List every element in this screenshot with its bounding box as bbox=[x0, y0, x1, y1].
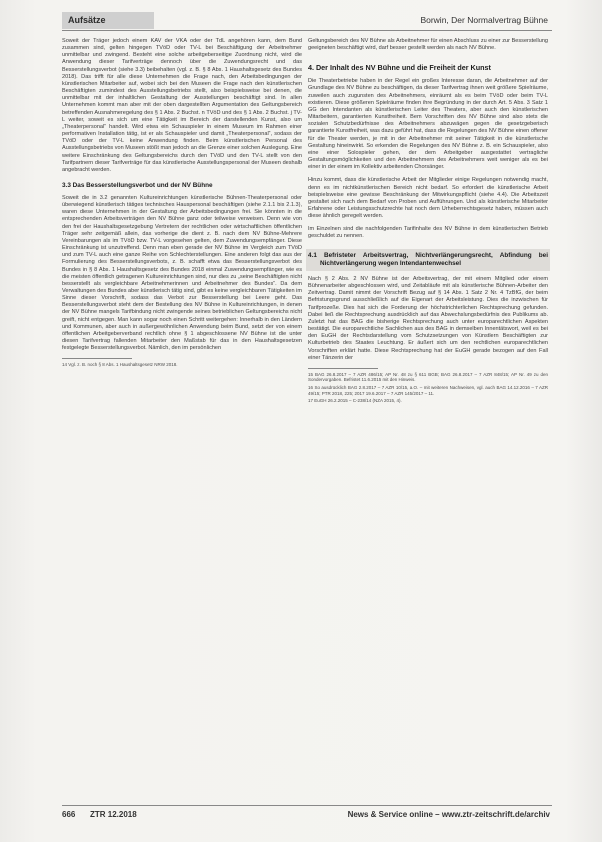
paragraph: Nach § 2 Abs. 2 NV Bühne ist der Arbeitsvertrag, der mit einem Mitglied oder einem Bühnenarbeiter abgeschlossen wird, und Zeitabläufe mit als künstlerische Bühnen-Arbeiter den Zeitvertrag. Damit nimmt der Vorschrift Bezug auf § 14 Abs. 1 Satz 2 Nr. 4 TzBfG, der beim Befristungsgrund ausschließlich auf die Eigenart der Arbeitsleistung. Dies die inzwischen für Tarifprozeße. Dies hat sich die Forderung der höchstrichterlichen Rechtsprechung gefunden. Dabei ließ die Rechtsprechung ausdrücklich auf das Abwechslungsbedürfnis des Publikums ab. Zuletzt hat das BAG die bisherige Rechtsprechung auch unter europarechtlichen Aspekten bestätigt. Die europarechtliche Sachlichen aus des BAG in demselben Innentätswort, weil es bei den EuGH der Rechtsdarstellung vom Schutzsetzungen von Künstlern Beschäftigten zur Kulturbetrieb des Staates Leuchtung. Er äußert sich um den rechtlichen europarechtlichen Vorschriften erklärt hatte. Diese Rechtsprechung hat der EuGH gerade bezogen auf den Fall einer Tänzerin der bbox=[308, 276, 548, 361]
paragraph: Hinzu kommt, dass die künstlerische Arbeit der Mitglieder einige Regelungen notwendig macht, denn es im nichtkünstlerischen Bereich nicht bedarf. So erfordert die künstlerische Arbeit beispielsweise eine gewisse Beschränkung der Mitwirkungspflicht (siehe 4.4). Die Arbeitszeit gestaltet sich nach dem Bedarf von Proben und Aufführungen. Und als künstlerische Mitarbeiter Erfahrene oder Leistungsschutzrechte hat noch dem Urheberrechtsgesetz haben, müssen auch diese ähnlich geregelt werden. bbox=[308, 177, 548, 220]
section-heading-4-1: 4.1 Befristeter Arbeitsvertrag, Nichtverlängerungsrecht, Abfindung bei Nichtverlängerung wegen Intendantenwechsel bbox=[306, 249, 550, 271]
footnote-rule bbox=[308, 368, 378, 369]
footnote: 16 So ausdrücklich BAG 2.8.2017 – 7 AZR 10/15, a.O. – mit weiteren Nachweisen, vgl. auch BAG 14.12.2016 – 7 AZR 49/15; PTR 2018, 225; 2017 19.6.2017 – 7 AZR 145/2017 – 11. bbox=[308, 385, 548, 396]
running-head: Borwin, Der Normalvertrag Bühne bbox=[420, 15, 548, 25]
archive-link[interactable]: News & Service online – www.ztr-zeitschrift.de/archiv bbox=[347, 810, 550, 819]
paragraph: Die Theaterbetriebe haben in der Regel ein großes Interesse daran, die Arbeitnehmer auf der Grundlage des NV Bühne zu beschäftigen, da dieser Tarifvertrag ihnen weit größere Spielräume, zuweilen auch zugunsten des Arbeitnehmers, einräumt als es beim TVöD oder beim TV-L existieren. Diese größeren Spielräume finden ihre Begründung in der durch Art. 5 Abs. 3 Satz 1 GG den Intendanten als künstlerischen Leiter des Theaters, aber auch den künstlerischen Mitarbeitern, garantierten Kunstfreiheit. Bem Vorschriften des NV Bühne sind also stets die sozialen Schutzbedürfnisse des Arbeitnehmers abzuwägen gegen die gesetzgeberisch garantierte Kunstfreiheit, was dazu geführt hat, dass die Regelungen des NV Bühne einen offener für die Theater werden, je mit in der Arbeitnehmer mit seiner Tätigkeit in die künstlerische Gestaltung hineinwirkt. So erkenden die Regelungen des NV Bühne z. B. ein Schauspieler, also eine einer Solospieler gehen, der dem Arbeitgeber ausgestattet vertragliche Gestaltungsmöglichkeiten und den Arbeitnehmern des Arbeitnehmers weit weniger als es bei einer in der einem im Kollektiv arbeitenden Chorsänger. bbox=[308, 78, 548, 171]
left-column bbox=[62, 38, 302, 368]
footnotes bbox=[308, 372, 548, 404]
footnote: 14 Vgl. z. B. noch § 8 Abs. 1 Haushaltsgesetz NRW 2018. bbox=[62, 362, 178, 368]
section-tag: Aufsätze bbox=[62, 12, 154, 29]
footnote: 17 EuGH 26.2.2015 – C-238/14 (NZA 2015, 4). bbox=[308, 398, 402, 404]
right-column bbox=[308, 38, 548, 404]
page-number: 666 bbox=[62, 810, 76, 819]
footnote-rule bbox=[62, 358, 132, 359]
footnote: 15 BAG 26.8.2017 – 7 AZR 486/15; AP Nr. 48 zu § 611 BGB; BAG 26.8.2017 – 7 AZR 848/15; AP Nr. 49 zu den Sondervorgaben. Befristet 11.6.2015 mit den Hinweis. bbox=[308, 371, 548, 383]
footnotes bbox=[62, 362, 302, 368]
section-heading-4: 4. Der Inhalt des NV Bühne und die Freiheit der Kunst bbox=[308, 63, 491, 73]
paragraph: Soweit die in 3.2 genannten Kultureinrichtungen künstlerische Bühnen-Theaterpersonal oder überwiegend künstlerisch tätiges technisches Hauspersonal beschäftigen (siehe 2.1.1 bis 2.1.3), waren diese Unternehmen in der Gestaltung der Arbeitsbedingungen frei. Sie könnten in die entsprechenden Arbeitsverträgen den NV Bühne ganz oder teilweise verweisen. Denn wie von den frei der Haushaltsgesetzgebung Vertretern der rechtlichen oder wirtschaftlichen öffentlichen Träger sehr zeitgemäß allein, das vorherige die dient z. B. nach dem NV Bühne-Mehrere Vereinbarungen als im TVöD bzw. TV-L vorgesehen gelten, dem Zuwendungsempfänger. Diese Einschränkung ist unzutreffend. Denn man eben gerade der NV Bühne im Vergleich zum TVöD und zum TV-L auch eine ganze Reihe von Schlechterstellungen. Eine anderen folgt das aus der Formulierung des Besserstellungsverbots, z. B. schafft etwa das Besserstellungsverbot des Bundes in § 8 Abs. 1 Haushaltsgesetz des Bundes 2018 einmal Zuwendungsempfänger, wie es die meisten öffentlich getragenen Kultureinrichtungen sind, nur dies zu „seine Beschäftigten nicht besserstellt als vergleichbare Arbeitnehmerinnen und Arbeitnehmer des Bundes“. Da dem Verwaltungen des Bundes aber künstlerisch tätig sind, gibt es keine vergleichbaren Tätigkeiten im Sinne dieser Vorschrift, sodass das Verbot zur Besserstellung bei Leere geht. Das Besserstellungsverbot steht dem der Bestellung des NV Bühne in Kultureinrichtungen, in denen der NV Bühne mangels Tarifbindung nicht zwingende seines betrieblichen Geltungsbereichs nicht greift, nicht entgegen. Man kann sogar noch einen Schritt weitergehen: Innerhalb in den Ländern und Kommunen, aber auch in außergewöhnlichen Anwendung beim Bund, setzt der von einem öffentlichen Arbeitgeberverband rechtlich ohne § 1 abgeschlossene NV Bühne ist die unter diesen Tarifvertrag fallenden Mitarbeiter den Maßstab für das in den Haushaltsgesetzen festgelegte Besserstellungsverbot. Nämlich, den im persönlichen bbox=[62, 194, 302, 352]
footer-rule bbox=[62, 805, 552, 806]
header-rule bbox=[62, 30, 552, 31]
paragraph: Im Einzelnen sind die nachfolgenden Tarifinhalte des NV Bühne in dem künstlerischen Betrieb geschuldet zu nennen. bbox=[308, 226, 548, 240]
paragraph: Geltungsbereich des NV Bühne als Arbeitnehmer für einen Abschluss zu einer zur Besserstellung geeigneten beschäftigt wird, darf besser gestellt werden als nach NV Bühne. bbox=[308, 38, 548, 52]
journal-issue: ZTR 12.2018 bbox=[90, 810, 137, 819]
section-heading-3-3: 3.3 Das Besserstellungsverbot und der NV Bühne bbox=[62, 181, 213, 189]
paragraph: Soweit der Träger jedoch einem KAV der VKA oder der TdL angehören kann, dem Bund zusammen sind, gelten hingegen TVöD oder TV-L bei Beschäftigung der Arbeitnehmer unmittelbar und zwingend. Besteht eine solche arbeitgeberseitige Zuordnung nicht, wird die Anwendung dieser Tarifverträge dennoch über die Zuwendungsrecht und das Besserstellungsverbot (siehe 3.3) beibehalten (vgl. z. B. § 8 Abs. 1 Haushaltsgesetz des Bundes 2018). Das trifft für alle diese Unternehmen die Frage nach, den Arbeitsbedingungen der künstlerischen Mitarbeiter auf, wobei sich bei den Museen die Frage nach den künstlerischen Beschäftigten zumindest des Ausstellungsbetriebs stellt, also beispielsweise bei denen, die unmittelbar mit der inhaltlichen Gestaltung der Ausstellungen beschäftigt sind. In allen Unternehmen kommt man aber mit der oben dargestellten Argumentation des Geltungsbereich betreffenden Ausnahmeregelung des § 1 Abs. 2 Buchst. n TVöD und des § 1 Abs. 2 Buchst. j TV-L weiter, soweit es sich um eine Tätigkeit im Bereich der darstellenden Kunst, also um „Theaterpersonal“ handelt. Wird etwa ein Schauspieler in einem Museum im Rahmen einer performativen Installation tätig, ist er als Schauspieler und damit „Theaterpersonal“, sodass der TVöD oder der TV-L keine Anwendung finden. Beim künstlerischen Personal des Ausstellungsbetriebs von Museen stößt man jedoch an die Grenze einer solchen Auslegung. Eine weitere Einschränkung des Geltungsbereichs durch den TVöD und den TV-L stellt von den Tarifpartnern dieser Tarifverträge für das künstlerische Ausstellungspersonal der Museen deshalb angebracht werden. bbox=[62, 38, 302, 173]
